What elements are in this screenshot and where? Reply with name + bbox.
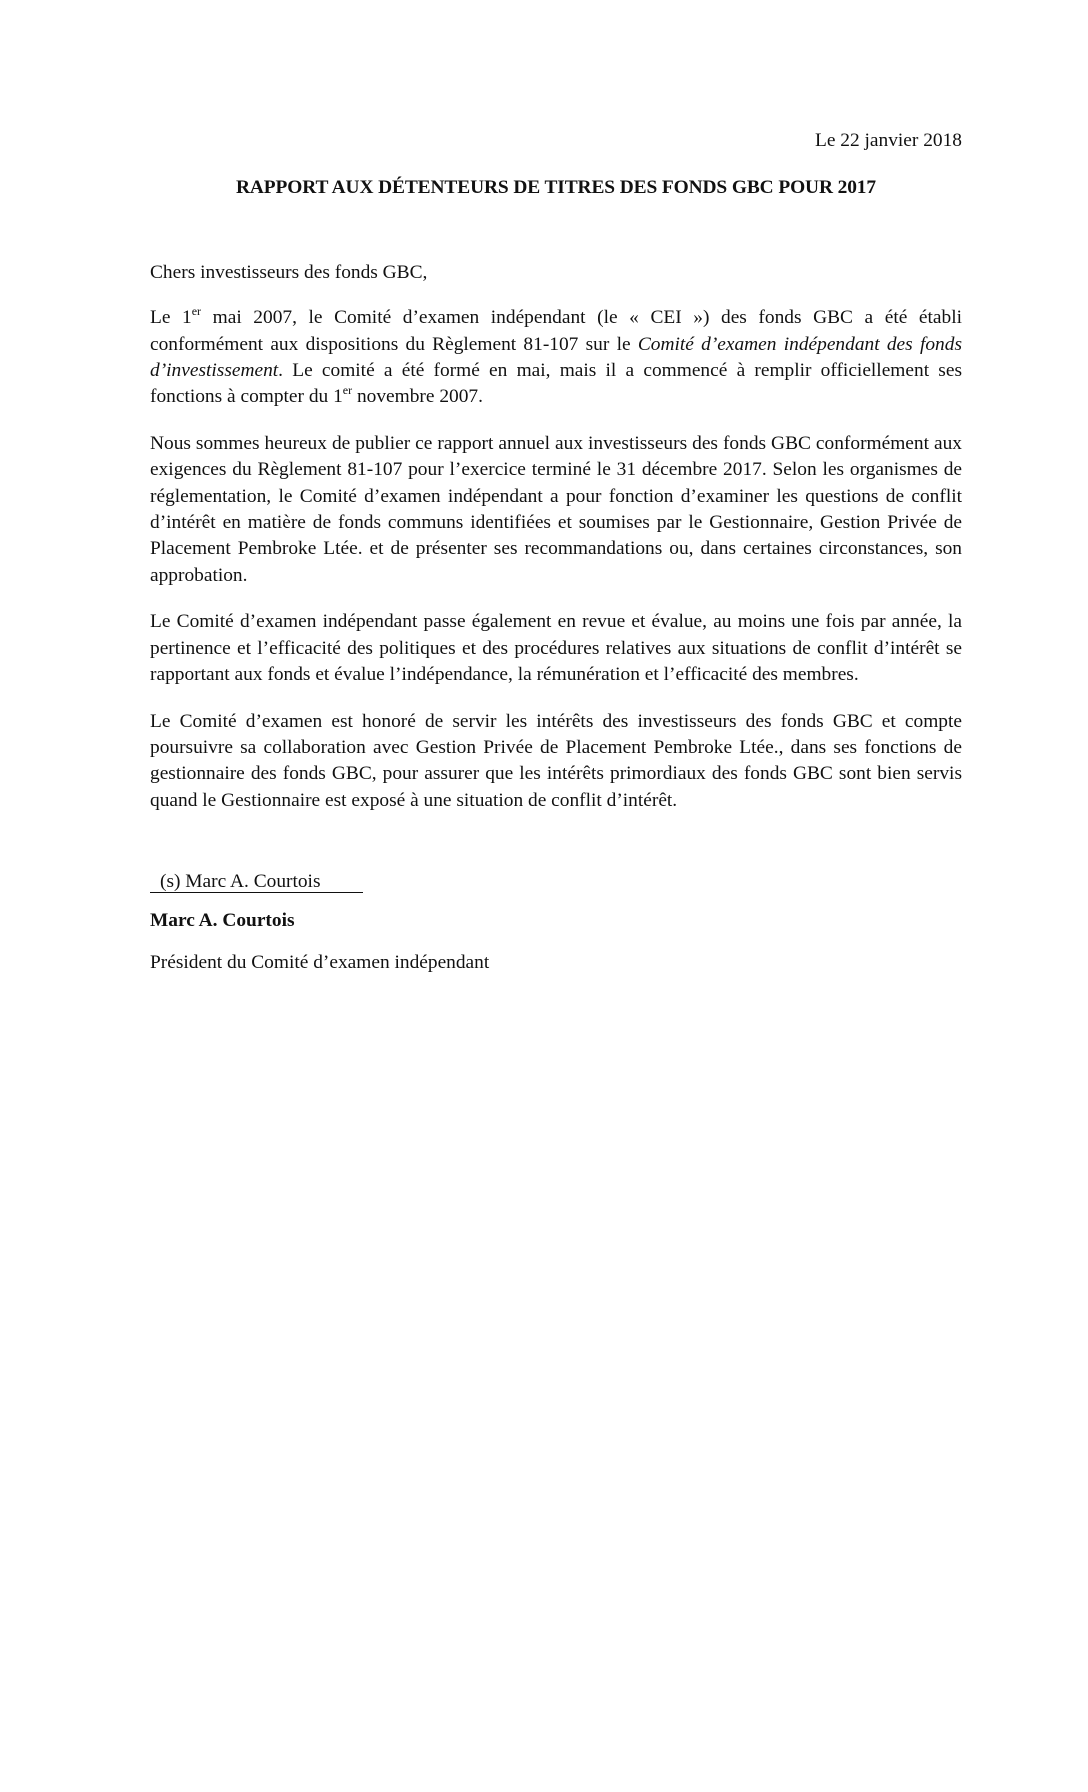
superscript: er <box>191 303 202 318</box>
letter-date: Le 22 janvier 2018 <box>814 130 962 151</box>
paragraph-annual-report: Nous sommes heureux de publier ce rapport annuel aux investisseurs des fonds GBC conformément aux exigences du Règlement 81-107 pour l’exercice terminé le 31 décembre 2017. Selon les organismes de réglementation, le Comité d’examen indépendant a pour fonction d’examiner les questions de conflit d’intérêt en matière de fonds communs identifiées et soumises par le Gestionnaire, Gestion Privée de Placement Pembroke Ltée. et de présenter ses recommandations ou, dans certaines circonstances, son approbation. <box>150 432 962 586</box>
signer-role: Président du Comité d’examen indépendant <box>150 951 490 973</box>
superscript: er <box>342 382 353 397</box>
paragraph-text: . Le comité a été formé en mai, mais il a commencé à remplir officiellement ses fonctions à compter du 1 <box>150 360 962 408</box>
signer-name: Marc A. Courtois <box>150 909 295 931</box>
letter-greeting: Chers investisseurs des fonds GBC, <box>150 261 428 283</box>
paragraph-text: Le 1 <box>150 307 192 329</box>
paragraph-establishment <box>150 305 962 411</box>
signature-block <box>150 869 962 895</box>
letter-title: RAPPORT AUX DÉTENTEURS DE TITRES DES FONDS GBC POUR 2017 <box>235 177 876 199</box>
paragraph-text: novembre 2007. <box>352 386 483 408</box>
signature: (s) Marc A. Courtois <box>160 871 321 893</box>
regulation-title: Comité d’examen indépendant des fonds d’investissement <box>150 333 962 382</box>
letter-body <box>150 128 962 976</box>
signature-underline <box>150 871 363 893</box>
paragraph-collaboration: Le Comité d’examen est honoré de servir les intérêts des investisseurs des fonds GBC et compte poursuivre sa collaboration avec Gestion Privée de Placement Pembroke Ltée., dans ses fonctions de gestionnaire des fonds GBC, pour assurer que les intérêts primordiaux des fonds GBC sont bien servis quand le Gestionnaire est exposé à une situation de conflit d’intérêt. <box>150 710 962 811</box>
paragraph-review: Le Comité d’examen indépendant passe également en revue et évalue, au moins une fois par année, la pertinence et l’efficacité des politiques et des procédures relatives aux situations de conflit d’intérêt se rapportant aux fonds et évalue l’indépendance, la rémunération et l’efficacité des membres. <box>150 611 962 686</box>
paragraph-text: mai 2007, le Comité d’examen indépendant (le « CEI ») des fonds GBC a été établi conformément aux dispositions du Règlement 81-107 sur le <box>150 307 962 355</box>
